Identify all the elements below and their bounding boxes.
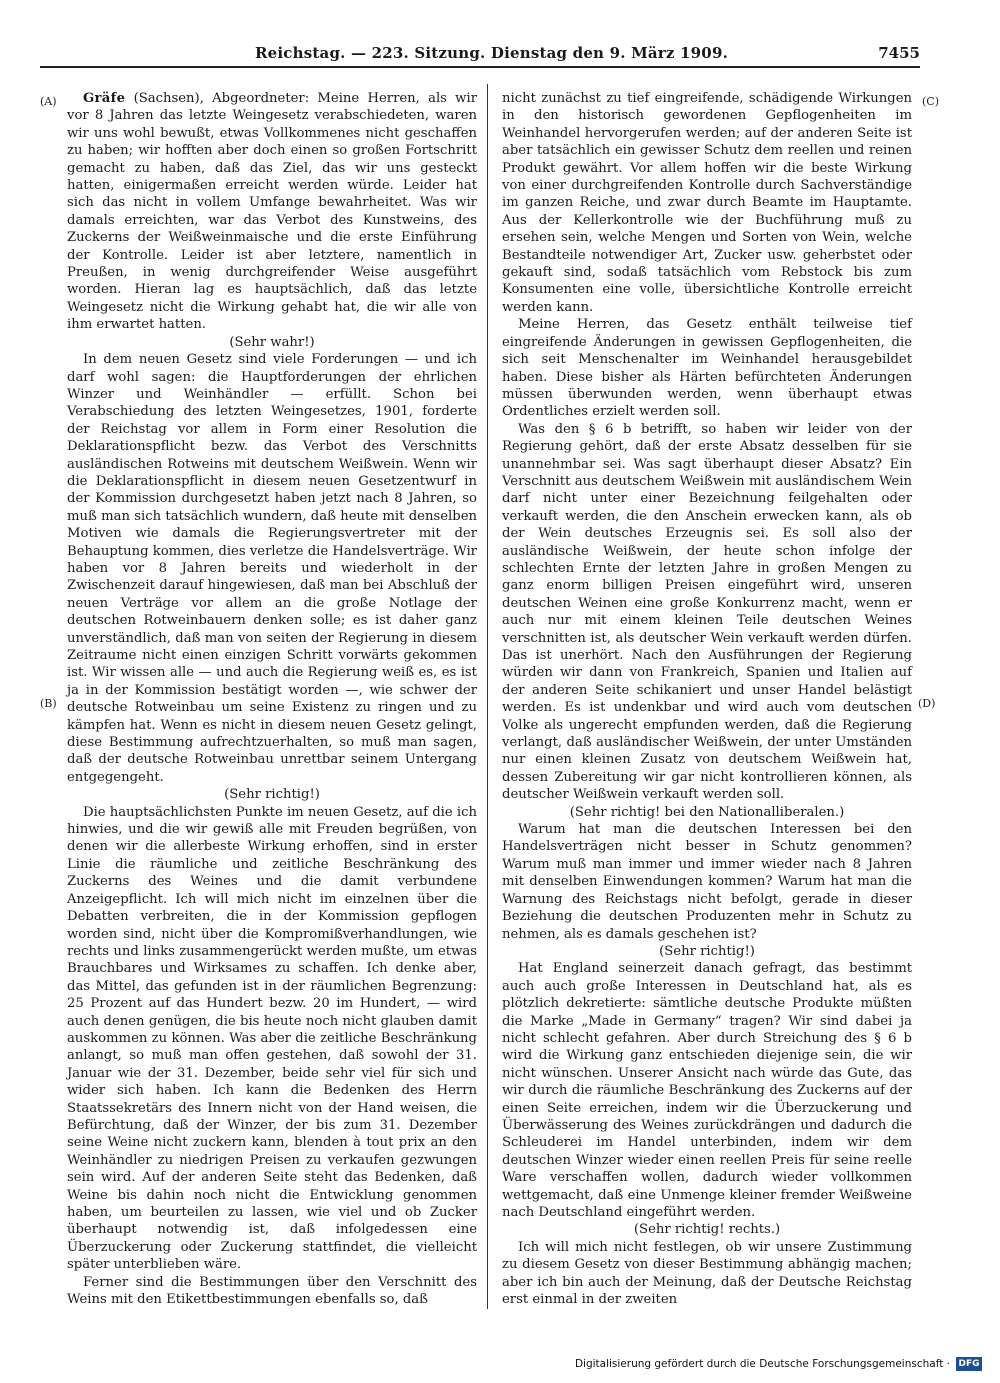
paragraph: Meine Herren, das Gesetz enthält teilweise tief eingreifende Änderungen in gewissen Gepflogenheiten, die sich seit Menschenalter im Weinhandel herausgebildet haben. Diese bisher als Härten befürchteten Änderungen müssen überwunden werden, wenn überhaupt etwas Ordentliches erzielt werden soll. bbox=[502, 317, 912, 420]
column-divider bbox=[487, 84, 488, 1309]
paragraph: In dem neuen Gesetz sind viele Forderungen — und ich darf wohl sagen: die Hauptforderungen der ehrlichen Winzer und Weinhändler — erfüllt. Schon bei Verabschiedung des letzten Weingesetzes, 1901, forderte der Reichstag vor allem in Form einer Resolution die Deklarationspflicht bezw. das Verbot des Verschnitts ausländischen Rotweins mit deutschem Weißwein. Wenn wir die Deklarationspflicht in diesem neuen Gesetzentwurf in der Kommission durchgesetzt haben jetzt nach 8 Jahren, so muß man sich tatsächlich wundern, daß heute mit denselben Motiven wie damals die Regierungsvertreter mit der Behauptung kommen, dies verletze die Handelsverträge. Wir haben vor 8 Jahren bereits und wiederholt in der Zwischenzeit darauf hingewiesen, daß man bei Abschluß der neuen Verträge vor allem an die große Notlage der deutschen Rotweinbauern denken solle; es ist daher ganz unverständlich, daß man von seiten der Regierung in diesem Zeitraume nicht einen einzigen Schritt vorwärts gekommen ist. Wir wissen alle — und auch die Regierung weiß es, es ist ja in der Kommission bestätigt worden —, wie schwer der deutsche Rotweinbau um seine Existenz zu ringen und zu kämpfen hat. Wenn es nicht in diesem neuen Gesetz gelingt, diese Bestimmung aufrechtzuerhalten, so muß man sagen, daß der deutsche Rotweinbau unrettbar seinem Untergang entgegengeht. bbox=[67, 352, 477, 785]
interjection: (Sehr wahr!) bbox=[229, 334, 315, 350]
paragraph: Was den § 6 b betrifft, so haben wir leider von der Regierung gehört, daß der erste Absatz desselben für sie unannehmbar sei. Was sagt überhaupt dieser Absatz? Ein Verschnitt aus deutschem Weißwein mit ausländischem Wein darf nicht unter einer Bezeichnung feilgehalten oder verkauft werden, die den Anschein erwecken kann, als ob der Wein deutsches Erzeugnis sei. Es soll also der ausländische Weißwein, der heute schon infolge der schlechten Ernte der letzten Jahre in großen Mengen zu ganz enorm billigen Preisen eingeführt wird, unseren deutschen Weinen eine große Konkurrenz macht, wenn er auch nur mit einem kleinen Teile deutschen Weines verschnitten ist, als deutscher Wein verkauft werden dürfen. Das ist unerhört. Nach den Ausführungen der Regierung würden wir dann von Frankreich, Spanien und Italien auf der anderen Seite schikaniert und unser Handel belästigt werden. Es ist undenkbar und wird auch vom deutschen Volke als ungerecht empfunden werden, daß die Regierung verlangt, daß ausländischer Weißwein, der unter Umständen nur einen kleinen Zusatz von deutschem Weißwein hat, dessen Zubereitung wir gar nicht kontrollieren können, als deutscher Weißwein verkauft werden soll. bbox=[502, 421, 912, 803]
left-column bbox=[67, 90, 477, 1308]
interjection: (Sehr richtig! bei den Nationalliberalen.) bbox=[569, 804, 845, 820]
margin-mark-b: (B) bbox=[40, 697, 57, 710]
paragraph: Warum hat man die deutschen Interessen bei den Handelsverträgen nicht besser in Schutz genommen? Warum muß man immer und immer wieder nach 8 Jahren mit denselben Einwendungen kommen? Warum hat man die Warnung des Reichstags nicht befolgt, gerade in dieser Beziehung die deutschen Produzenten mehr in Schutz zu nehmen, als es damals geschehen ist? bbox=[502, 822, 912, 942]
margin-mark-d: (D) bbox=[918, 697, 936, 710]
paragraph: Ich will mich nicht festlegen, ob wir unsere Zustimmung zu diesem Gesetz von dieser Bestimmung abhängig machen; aber ich bin auch der Meinung, daß der Deutsche Reichstag erst einmal in der zweiten bbox=[502, 1239, 912, 1308]
footer-credit bbox=[575, 1355, 982, 1373]
paragraph: Die hauptsächlichsten Punkte im neuen Gesetz, auf die ich hinwies, und die wir gewiß alle mit Freuden begrüßen, von denen wir die allerbeste Wirkung erhoffen, sind in erster Linie die räumliche und zeitliche Beschränkung des Zuckerns des Weines und die damit verbundene Anzeigepflicht. Ich will mich nicht im einzelnen über die Debatten verbreiten, die in der Kommission gepflogen worden sind, nicht über die Kompromißverhandlungen, wie rechts und links zusammengerückt werden mußte, um etwas Brauchbares und Wirksames zu schaffen. Ich denke aber, das Mittel, das gefunden ist in der räumlichen Begrenzung: 25 Prozent auf das Hundert bezw. 20 im Hundert, — wird auch denen genügen, die bis heute noch nicht glauben damit auskommen zu können. Was aber die zeitliche Beschränkung anlangt, so muß man offen gestehen, daß sowohl der 31. Januar wie der 31. Dezember, beide sehr viel für sich und wider sich haben. Ich kann die Bedenken des Herrn Staatssekretärs des Innern nicht von der Hand weisen, die Befürchtung, daß der Winzer, der bis zum 31. Dezember seine Weine nicht zuckern kann, blenden à tout prix an den Weinhändler zu niedrigen Preisen zu verkaufen gezwungen sein wird. Auf der anderen Seite steht das Bedenken, daß Weine bis dahin noch nicht die Entwicklung genommen haben, um beurteilen zu lassen, wie viel und ob Zucker überhaupt notwendig ist, daß infolgedessen eine Überzuckerung oder Zuckerung stattfindet, die vielleicht später unterblieben wäre. bbox=[67, 804, 477, 1273]
speaker-name: Gräfe bbox=[83, 91, 126, 106]
paragraph bbox=[67, 90, 477, 334]
paragraph: nicht zunächst zu tief eingreifende, schädigende Wirkungen in den historisch gewordenen Gepflogenheiten im Weinhandel hervorgerufen werden; auf der anderen Seite ist aber tatsächlich ein gewisser Schutz dem reellen und reinen Produkt gewährt. Vor allem hoffen wir die beste Wirkung von einer durchgreifenden Kontrolle durch Sachverständige im ganzen Reiche, und zwar durch Beamte im Hauptamte. Aus der Kellerkontrolle wie der Buchführung muß zu ersehen sein, welche Mengen und Sorten von Wein, welche Bestandteile notwendiger Art, Zucker usw. geherbstet oder gekauft sind, sodaß tatsächlich vom Rebstock bis zum Konsumenten eine volle, übersichtliche Kontrolle erreicht werden kann. bbox=[502, 91, 912, 315]
interjection: (Sehr richtig!) bbox=[224, 787, 320, 803]
paragraph: Ferner sind die Bestimmungen über den Verschnitt des Weins mit den Etikettbestimmungen ebenfalls so, daß bbox=[67, 1274, 477, 1308]
paragraph-text: (Sachsen), Abgeordneter: Meine Herren, als wir vor 8 Jahren das letzte Weingesetz verabschiedeten, waren wir uns wohl bewußt, etwas Vollkommenes nicht geschaffen zu haben; wir hofften aber doch einen so großen Fortschritt gemacht zu haben, daß das Ziel, das wir uns gesteckt hatten, einigermaßen erreicht werden würde. Leider hat sich das nicht in vollem Umfange bewahrheitet. Was wir damals erreichten, war das Verbot des Kunstweins, des Zuckerns der Weißweinmaische und die erste Einführung der Kontrolle. Leider ist aber letztere, namentlich in Preußen, in wenig durchgreifender Weise ausgeführt worden. Hieran lag es hauptsächlich, daß das letzte Weingesetz nicht die Wirkung gehabt hat, die wir alle von ihm erwartet hatten. bbox=[67, 91, 477, 333]
interjection: (Sehr richtig! rechts.) bbox=[633, 1222, 781, 1238]
page-header bbox=[40, 44, 920, 68]
interjection: (Sehr richtig!) bbox=[659, 943, 755, 959]
dfg-logo: DFG bbox=[956, 1357, 982, 1371]
margin-mark-c: (C) bbox=[922, 95, 939, 108]
header-title: Reichstag. — 223. Sitzung. Dienstag den 9. März 1909. bbox=[255, 44, 729, 62]
page-number: 7455 bbox=[878, 44, 920, 62]
right-column bbox=[502, 90, 912, 1308]
margin-mark-a: (A) bbox=[40, 95, 57, 108]
paragraph: Hat England seinerzeit danach gefragt, das bestimmt auch auch große Interessen in Deutschland hat, als es plötzlich dekretierte: sämtliche deutsche Produkte müßten die Marke „Made in Germany“ tragen? Wir sind dabei ja nicht schlecht gefahren. Aber durch Streichung des § 6 b wird die Wirkung ganz entschieden diejenige sein, die wir nicht wünschen. Unserer Ansicht nach würde das Gute, das wir durch die räumliche Beschränkung des Zuckerns auf der einen Seite erreichen, indem wir die Überzuckerung und Überwässerung des Weines zurückdrängen und dadurch die Schleuderei im Handel unterbinden, indem wir dem deutschen Winzer wieder einen reellen Preis für seine reelle Ware verschaffen wollen, dadurch wieder vollkommen wettgemacht, daß eine Unmenge kleiner fremder Weißweine nach Deutschland eingeführt werden. bbox=[502, 961, 912, 1220]
footer-text: Digitalisierung gefördert durch die Deutsche Forschungsgemeinschaft · bbox=[574, 1358, 950, 1370]
